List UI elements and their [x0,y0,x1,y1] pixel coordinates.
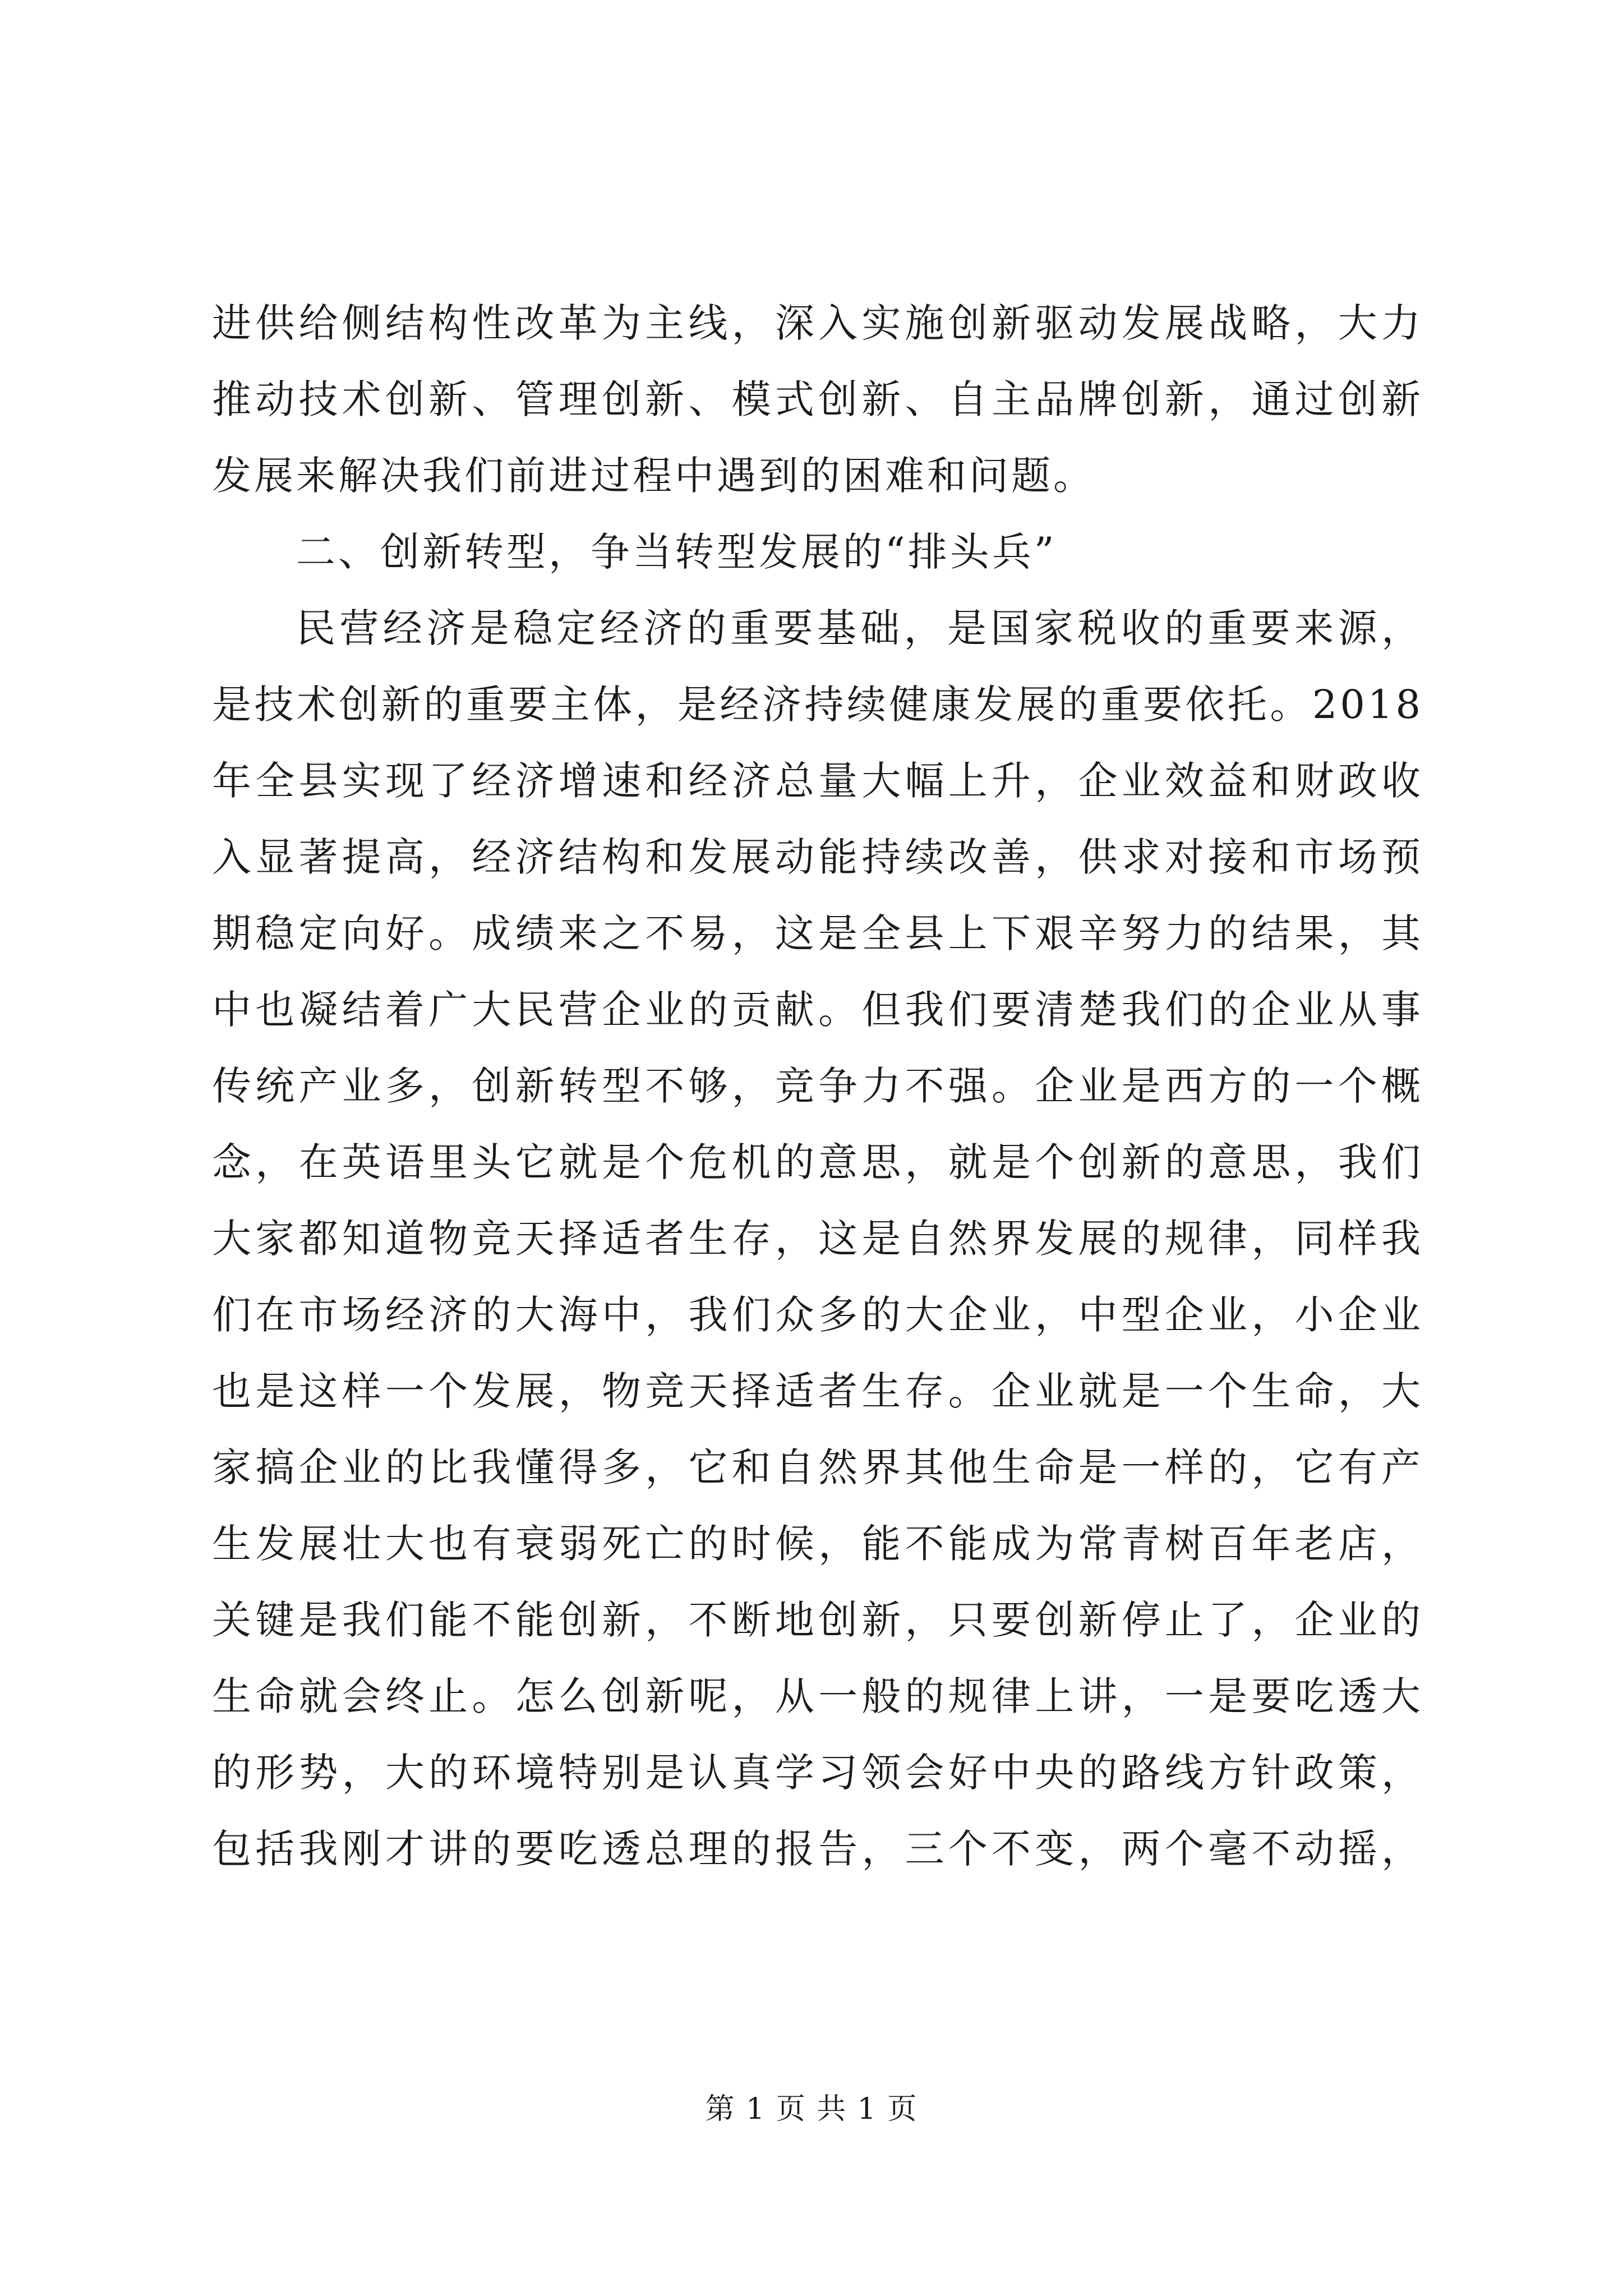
text-line: 生命就会终止。怎么创新呢，从一般的规律上讲，一是要吃透大 [212,1673,1423,1719]
text-line: 的形势，大的环境特别是认真学习领会好中央的路线方针政策， [212,1750,1423,1796]
text-line: 入显著提高，经济结构和发展动能持续改善，供求对接和市场预 [212,834,1423,880]
text-line: 中也凝结着广大民营企业的贡献。但我们要清楚我们的企业从事 [212,987,1423,1033]
text-line: 家搞企业的比我懂得多，它和自然界其他生命是一样的，它有产 [212,1444,1423,1490]
text-line: 也是这样一个发展，物竞天择适者生存。企业就是一个生命，大 [212,1368,1423,1414]
text-line: 推动技术创新、管理创新、模式创新、自主品牌创新，通过创新 [212,376,1423,422]
text-line: 是技术创新的重要主体，是经济持续健康发展的重要依托。2018 [212,682,1423,728]
text-line: 念，在英语里头它就是个危机的意思，就是个创新的意思，我们 [212,1139,1423,1185]
text-line: 民营经济是稳定经济的重要基础，是国家税收的重要来源， [296,605,1423,651]
text-line: 包括我刚才讲的要吃透总理的报告，三个不变，两个毫不动摇， [212,1826,1423,1872]
text-line: 年全县实现了经济增速和经济总量大幅上升，企业效益和财政收 [212,758,1423,804]
document-body [212,285,1423,1887]
text-line: 大家都知道物竞天择适者生存，这是自然界发展的规律，同样我 [212,1216,1423,1262]
text-line: 传统产业多，创新转型不够，竞争力不强。企业是西方的一个概 [212,1063,1423,1109]
text-line: 发展来解决我们前进过程中遇到的困难和问题。 [212,453,1095,499]
text-line: 期稳定向好。成绩来之不易，这是全县上下艰辛努力的结果，其 [212,910,1423,956]
page-footer: 第 1 页 共 1 页 [705,2092,918,2126]
section-heading: 二、创新转型，争当转型发展的“排头兵” [296,529,1057,575]
text-line: 进供给侧结构性改革为主线，深入实施创新驱动发展战略，大力 [212,300,1423,346]
text-line: 们在市场经济的大海中，我们众多的大企业，中型企业，小企业 [212,1292,1423,1338]
text-line: 关键是我们能不能创新，不断地创新，只要创新停止了，企业的 [212,1597,1423,1643]
text-line: 生发展壮大也有衰弱死亡的时候，能不能成为常青树百年老店， [212,1521,1423,1567]
